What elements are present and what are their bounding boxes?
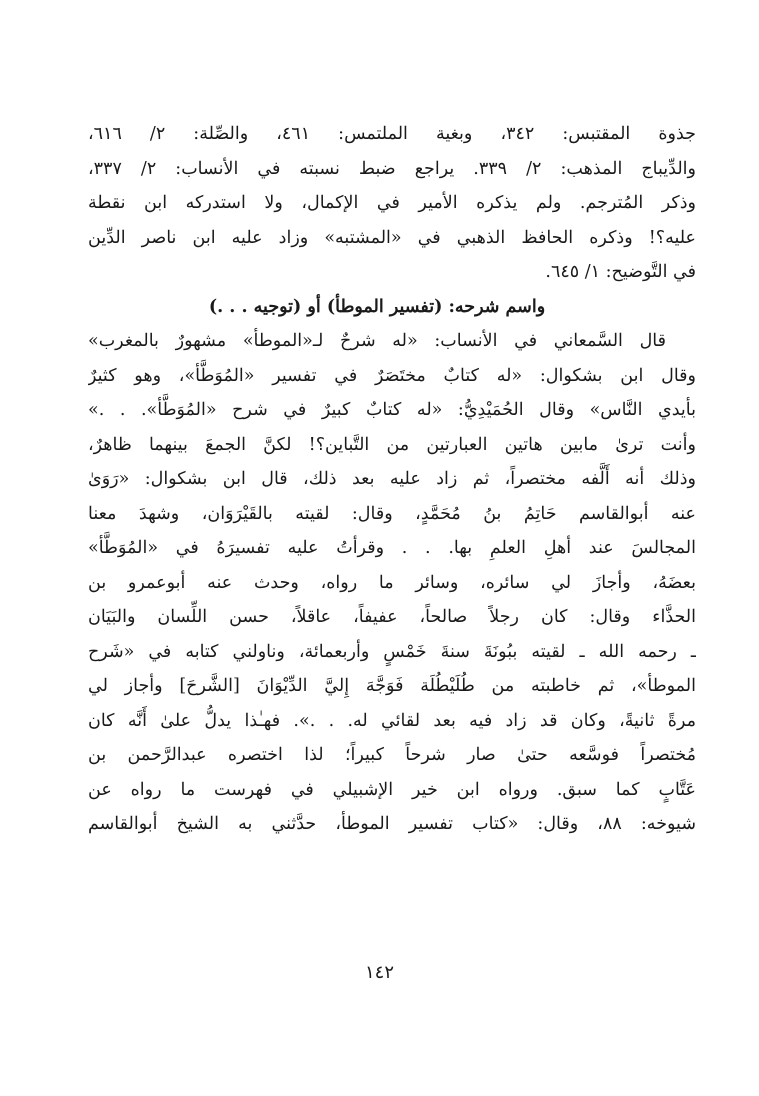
- page-number: ١٤٢: [364, 962, 394, 983]
- text-line: جذوة المقتبس: ٣٤٢، وبغية الملتمس: ٤٦١، والصِّلة: ٢/ ٦١٦،: [88, 124, 696, 144]
- text-line: بأيدي النَّاس» وقال الحُمَيْدِيُّ: «له كتابٌ كبيرٌ في شرح «المُوَطَّأ». . .»: [88, 400, 696, 420]
- text-line: شيوخه: ٨٨، وقال: «كتاب تفسير الموطأ، حدَّثني به الشيخ أبوالقاسم: [88, 814, 696, 834]
- text-line: الموطأ»، ثم خاطبته من طُلَيْطُلَة فَوَجَّهَ إِليَّ الدِّيْوَانَ [الشَّرحَ] وأجاز لي: [88, 676, 696, 696]
- text-line: في التَّوضيح: ١/ ٦٤٥.: [545, 262, 696, 282]
- main-paragraph: [88, 324, 696, 842]
- text-line: مُختصراً فوسَّعه حتىٰ صار شرحاً كبيراً؛ لذا اختصره عبدالرَّحمن بن: [88, 745, 696, 765]
- text-line: عليه؟! وذكره الحافظ الذهبي في «المشتبه» وزاد عليه ابن ناصر الدِّين: [88, 227, 696, 248]
- text-line: بعضَهُ، وأجازَ لي سائره، وسائر ما رواه، وحدث عنه أبوعمرو بن: [88, 572, 696, 593]
- text-line: والدِّيباج المذهب: ٢/ ٣٣٩. يراجع ضبط نسبته في الأنساب: ٢/ ٣٣٧،: [88, 158, 696, 179]
- section-heading: واسم شرحه: (تفسير الموطأ) أو (توجيه . . .): [208, 296, 546, 317]
- text-line: مرةً ثانيةً، وكان قد زاد فيه بعد لقائي له. . .». فهـٰذا يدلُّ علىٰ أَنَّه كان: [88, 710, 696, 731]
- text-line: وذكر المُترجم. ولم يذكره الأمير في الإكمال، ولا استدركه ابن نقطة: [88, 193, 696, 213]
- text-line: عَتَّابٍ كما سبق. ورواه ابن خير الإشبيلي في فهرست ما رواه عن: [88, 779, 696, 800]
- text-line: وقال ابن بشكوال: «له كتابٌ مختَصَرٌ في تفسير «المُوَطَّأ»، وهو كثيرٌ: [88, 365, 696, 386]
- page-body: [88, 117, 696, 842]
- text-line: قال السَّمعاني في الأنساب: «له شرحٌ لـ«الموطأ» مشهورٌ بالمغرب»: [88, 331, 666, 351]
- text-line: وأنت ترىٰ مابين هاتين العبارتين من التَّباين؟! لكنَّ الجمعَ بينهما ظاهرٌ،: [88, 434, 696, 455]
- text-line: ـ رحمه الله ـ لقيته ببُونَةَ سنةَ خَمْسٍ وأربعمائة، وناولني كتابه في «شَرح: [88, 641, 696, 662]
- text-line: المجالسَ عند أهلِ العلمِ بها. . . وقرأتُ عليه تفسيرَهُ في «المُوَطَّأ»: [88, 538, 696, 558]
- footnote-paragraph: [88, 117, 696, 290]
- text-line: الحذَّاء وقال: كان رجلاً صالحاً، عفيفاً، عاقلاً، حسن اللِّسان والبَيَان: [88, 607, 696, 627]
- text-line: عنه أبوالقاسم حَاتِمُ بنُ مُحَمَّدٍ، وقال: لقيته بالقَيْرَوَان، وشهدَ معنا: [88, 503, 696, 524]
- text-line: وذلك أنه أَلَّفه مختصراً، ثم زاد عليه بعد ذلك، قال ابن بشكوال: «رَوَىٰ: [88, 469, 696, 489]
- section-heading-wrapper: [88, 290, 696, 325]
